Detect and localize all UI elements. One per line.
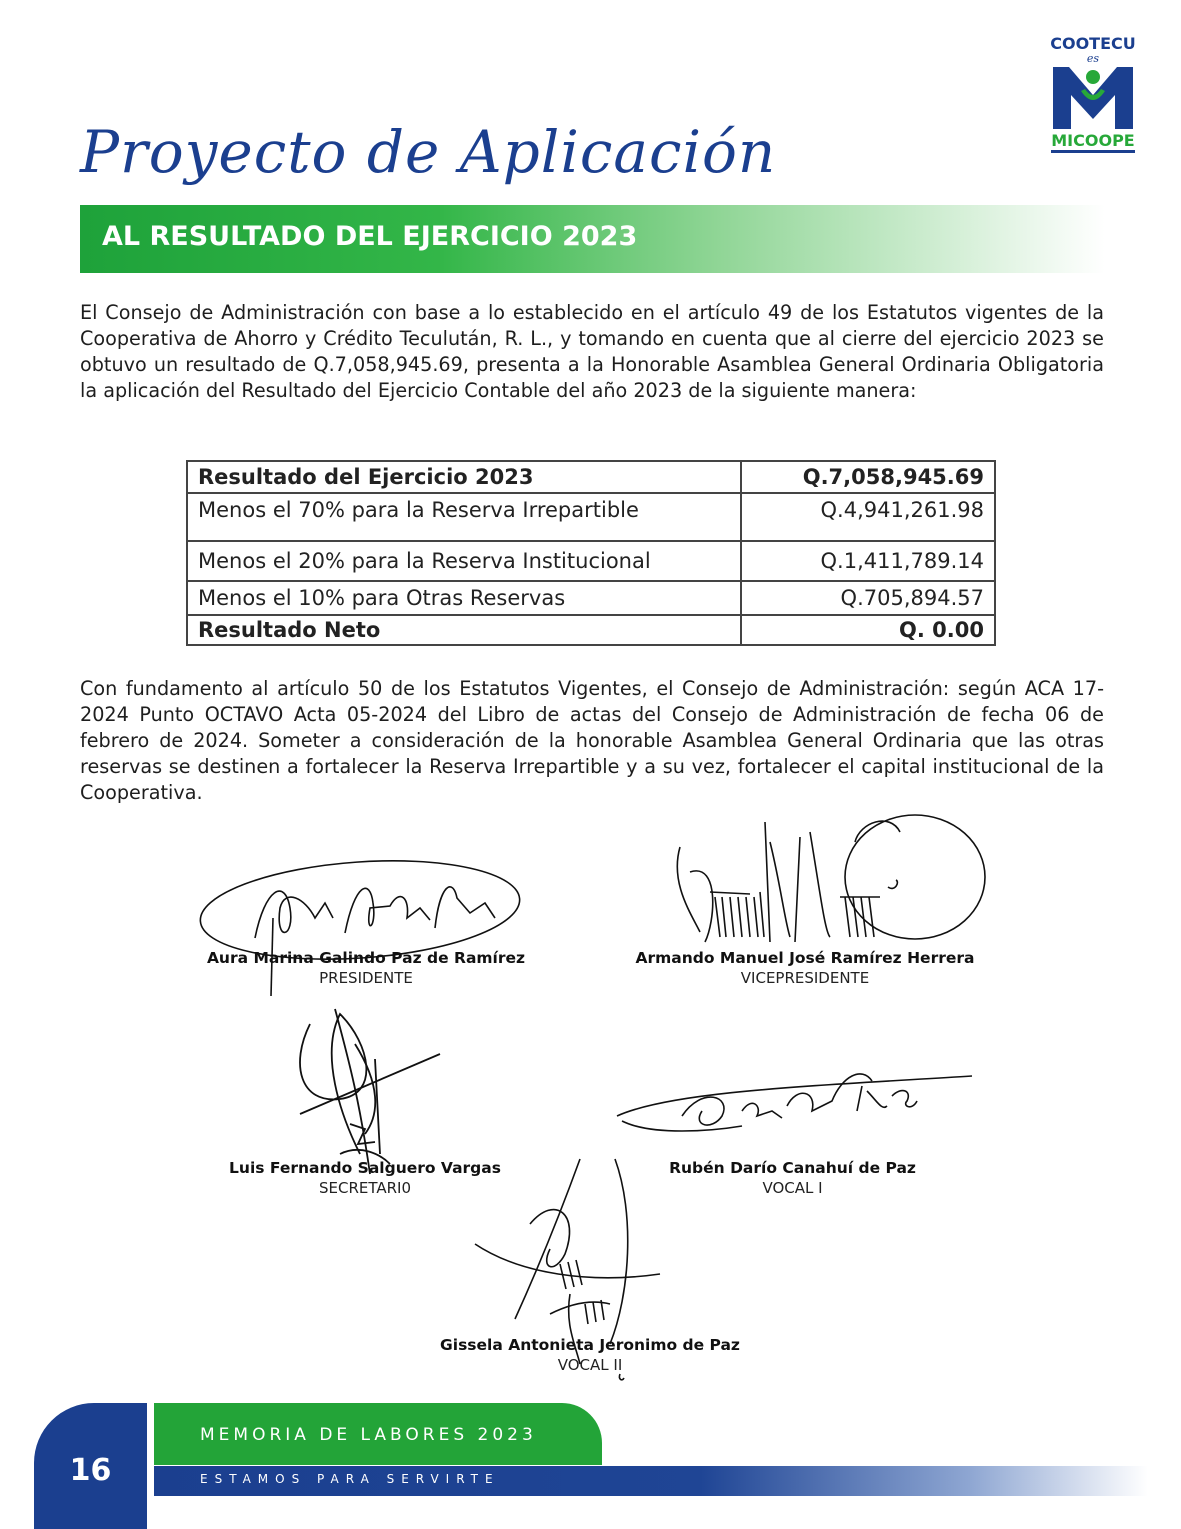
signature-vocal-1-scribble xyxy=(612,1056,982,1166)
result-table xyxy=(186,460,996,646)
signatory-name: Luis Fernando Salguero Vargas xyxy=(229,1159,501,1177)
logo-middle-text: es xyxy=(1086,52,1100,65)
signatory-name: Aura Marina Galindo Paz de Ramírez xyxy=(206,949,526,967)
signatory-role: VOCAL II xyxy=(557,1356,623,1374)
signature-block-president xyxy=(196,949,536,987)
micoope-m-icon xyxy=(1051,65,1135,131)
logo-top-text: COOTECU xyxy=(1050,34,1136,53)
row-label: Menos el 20% para la Reserva Institucional xyxy=(187,541,741,581)
row-label: Resultado del Ejercicio 2023 xyxy=(187,461,741,493)
row-amount: Q. 0.00 xyxy=(741,615,995,645)
row-label: Menos el 70% para la Reserva Irrepartible xyxy=(187,493,741,541)
signatory-name: Rubén Darío Canahuí de Paz xyxy=(669,1159,916,1177)
signatory-name: Armando Manuel José Ramírez Herrera xyxy=(635,949,975,967)
footer-report-band xyxy=(154,1403,602,1465)
signatory-role: VICEPRESIDENTE xyxy=(740,969,870,987)
table-row xyxy=(187,493,995,541)
row-amount: Q.7,058,945.69 xyxy=(741,461,995,493)
signatory-role: VOCAL I xyxy=(762,1179,823,1197)
signature-block-vocal-1 xyxy=(650,1159,935,1197)
signature-vicepresident-scribble xyxy=(660,802,1000,962)
intro-paragraph: El Consejo de Administración con base a lo establecido en el artículo 49 de los Estatutos vigentes de la Cooperativa de Ahorro y Crédito Teculután, R. L., y tomando en cuenta que al cierre del ejercicio 2023 se obtuvo un resultado de Q.7,058,945.69, presenta a la Honorable Asamblea General Ordinaria Obligatoria la aplicación del Resultado del Ejercicio Contable del año 2023 de la siguiente manera: xyxy=(80,301,1104,402)
page-title: Proyecto de Aplicación xyxy=(80,118,777,186)
row-amount: Q.4,941,261.98 xyxy=(741,493,995,541)
signature-block-secretary xyxy=(215,1159,515,1197)
signature-block-vicepresident xyxy=(620,949,990,987)
table-row xyxy=(187,615,995,645)
closing-paragraph: Con fundamento al artículo 50 de los Estatutos Vigentes, el Consejo de Administración: según ACA 17-2024 Punto OCTAVO Acta 05-2024 del Libro de actas del Consejo de Administración de fecha 06 de febrero de 2024. Someter a consideración de la honorable Asamblea General Ordinaria que las otras reservas se destinen a fortalecer la Reserva Irrepartible y a su vez, fortalecer el capital institucional de la Cooperativa. xyxy=(80,677,1104,804)
footer-report-title: MEMORIA DE LABORES 2023 xyxy=(200,1425,537,1445)
signatory-role: PRESIDENTE xyxy=(319,969,413,987)
table-row xyxy=(187,541,995,581)
page-number-tab xyxy=(34,1403,147,1529)
logo-bottom-text: MICOOPE xyxy=(1051,132,1134,153)
table-row xyxy=(187,461,995,493)
row-amount: Q.705,894.57 xyxy=(741,581,995,615)
signature-block-vocal-2 xyxy=(420,1336,760,1374)
page-subtitle: AL RESULTADO DEL EJERCICIO 2023 xyxy=(102,221,638,252)
page-number: 16 xyxy=(69,1453,112,1488)
subtitle-band xyxy=(80,205,1105,273)
signatory-name: Gissela Antonieta Jeronimo de Paz xyxy=(440,1336,740,1354)
row-label: Resultado Neto xyxy=(187,615,741,645)
footer-tagline: ESTAMOS PARA SERVIRTE xyxy=(200,1472,500,1486)
row-label: Menos el 10% para Otras Reservas xyxy=(187,581,741,615)
signatory-role: SECRETARI0 xyxy=(318,1179,412,1197)
table-row xyxy=(187,581,995,615)
result-table-wrapper xyxy=(186,460,996,646)
row-amount: Q.1,411,789.14 xyxy=(741,541,995,581)
cootecu-logo xyxy=(1038,34,1148,152)
footer-tagline-band xyxy=(154,1466,1148,1496)
